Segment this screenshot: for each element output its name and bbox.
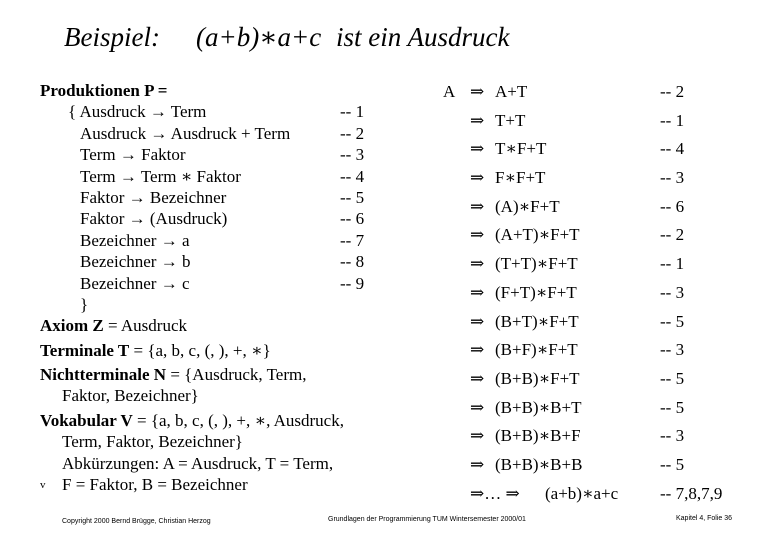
derivation-arrow: ⇒… ⇒ xyxy=(470,483,520,503)
derivation-arrow: ⇒ xyxy=(470,82,485,101)
derivation-term: (A)∗F+T xyxy=(495,196,560,216)
nonterminals-value-cont: Faktor, Bezeichner} xyxy=(62,386,199,406)
axiom-label: Axiom Z xyxy=(40,316,104,336)
derivation-number: -- 2 xyxy=(660,225,685,245)
title-expression: (a+b)∗a+c xyxy=(196,22,322,52)
derivation-arrow: ⇒ xyxy=(470,426,485,446)
derivation-arrow: ⇒ xyxy=(470,454,485,474)
production-number: -- 4 xyxy=(340,166,365,186)
production-number: -- 6 xyxy=(340,209,365,229)
title-text: ist ein Ausdruck xyxy=(336,22,510,52)
derivation-number: -- 2 xyxy=(660,82,685,101)
derivation-term: A+T xyxy=(495,82,528,101)
vocabulary-value-cont: Term, Faktor, Bezeichner} xyxy=(62,432,243,452)
derivation-term: T∗F+T xyxy=(495,139,547,159)
derivation-arrow: ⇒ xyxy=(470,139,485,159)
abbreviations-line-2: F = Faktor, B = Bezeichner xyxy=(62,475,248,495)
derivation-term: (B+B)∗F+T xyxy=(495,368,580,388)
derivation-number: -- 3 xyxy=(660,282,685,302)
derivation-arrow: ⇒ xyxy=(470,196,485,216)
derivation-term: T+T xyxy=(495,110,526,130)
derivation-number: -- 4 xyxy=(660,139,685,159)
footer-copyright: Copyright 2000 Bernd Brügge, Christian Herzog xyxy=(62,518,211,525)
derivation-term: (B+F)∗F+T xyxy=(495,340,578,360)
derivation-term: (a+b)∗a+c xyxy=(545,483,619,503)
derivation-start: A xyxy=(443,82,456,101)
derivation-number: -- 5 xyxy=(660,397,685,417)
derivation-term: (B+B)∗B+F xyxy=(495,426,581,446)
title-label: Beispiel: xyxy=(64,22,160,52)
derivation-number: -- 1 xyxy=(660,254,685,274)
derivation-term: (F+T)∗F+T xyxy=(495,282,577,302)
production-rule: { Ausdruck → Term xyxy=(68,102,207,122)
footer-page: Kapitel 4, Folie 36 xyxy=(676,515,733,522)
productions-heading: Produktionen P = xyxy=(40,81,168,100)
nonterminals-value: = {Ausdruck, Term, xyxy=(170,365,307,385)
production-number: -- 9 xyxy=(340,273,365,293)
terminals-value: = {a, b, c, (, ), +, ∗} xyxy=(133,340,271,360)
derivation-arrow: ⇒ xyxy=(470,225,485,245)
derivation-term: (A+T)∗F+T xyxy=(495,225,580,245)
axiom-value: = Ausdruck xyxy=(108,316,187,336)
productions-close: } xyxy=(80,294,89,314)
bullet-icon: v xyxy=(40,479,46,491)
production-rule: Term → Term ∗ Faktor xyxy=(80,166,241,186)
production-number: -- 8 xyxy=(340,252,365,272)
production-rule: Bezeichner → b xyxy=(80,252,191,272)
terminals-label: Terminale T xyxy=(40,340,130,360)
derivation-number: -- 7,8,7,9 xyxy=(660,483,723,503)
derivation-number: -- 1 xyxy=(660,110,685,130)
production-number: -- 3 xyxy=(340,145,365,165)
derivation-number: -- 6 xyxy=(660,196,685,216)
derivation-number: -- 5 xyxy=(660,454,685,474)
derivation-number: -- 3 xyxy=(660,340,685,360)
derivation-number: -- 5 xyxy=(660,368,685,388)
production-rule: Faktor → (Ausdruck) xyxy=(80,209,228,229)
production-rule: Bezeichner → a xyxy=(80,230,190,250)
derivation-block xyxy=(0,82,780,512)
derivation-arrow: ⇒ xyxy=(470,368,485,388)
nonterminals-label: Nichtterminale N xyxy=(40,365,167,385)
derivation-number: -- 5 xyxy=(660,311,685,331)
derivation-number: -- 3 xyxy=(660,168,685,188)
footer-course: Grundlagen der Programmierung TUM Wintersemester 2000/01 xyxy=(328,516,526,523)
derivation-term: (T+T)∗F+T xyxy=(495,254,578,274)
abbreviations-line-1: Abkürzungen: A = Ausdruck, T = Term, xyxy=(62,453,334,473)
derivation-number: -- 3 xyxy=(660,426,685,446)
derivation-term: (B+B)∗B+T xyxy=(495,397,582,417)
derivation-arrow: ⇒ xyxy=(470,311,485,331)
production-rule: Faktor → Bezeichner xyxy=(80,187,227,207)
production-rule: Bezeichner → c xyxy=(80,273,190,293)
vocabulary-label: Vokabular V xyxy=(40,410,133,430)
derivation-arrow: ⇒ xyxy=(470,168,485,188)
derivation-term: F∗F+T xyxy=(495,168,546,188)
production-rule: Term → Faktor xyxy=(80,145,186,165)
production-number: -- 5 xyxy=(340,187,365,207)
derivation-arrow: ⇒ xyxy=(470,340,485,360)
vocabulary-value: = {a, b, c, (, ), +, ∗, Ausdruck, xyxy=(137,410,344,430)
production-number: -- 2 xyxy=(340,123,365,143)
derivation-term: (B+T)∗F+T xyxy=(495,311,579,331)
derivation-arrow: ⇒ xyxy=(470,254,485,274)
derivation-term: (B+B)∗B+B xyxy=(495,454,583,474)
derivation-arrow: ⇒ xyxy=(470,282,485,302)
derivation-arrow: ⇒ xyxy=(470,110,485,130)
derivation-arrow: ⇒ xyxy=(470,397,485,417)
production-rule: Ausdruck → Ausdruck + Term xyxy=(80,123,291,143)
production-number: -- 1 xyxy=(340,102,365,122)
production-number: -- 7 xyxy=(340,230,365,250)
